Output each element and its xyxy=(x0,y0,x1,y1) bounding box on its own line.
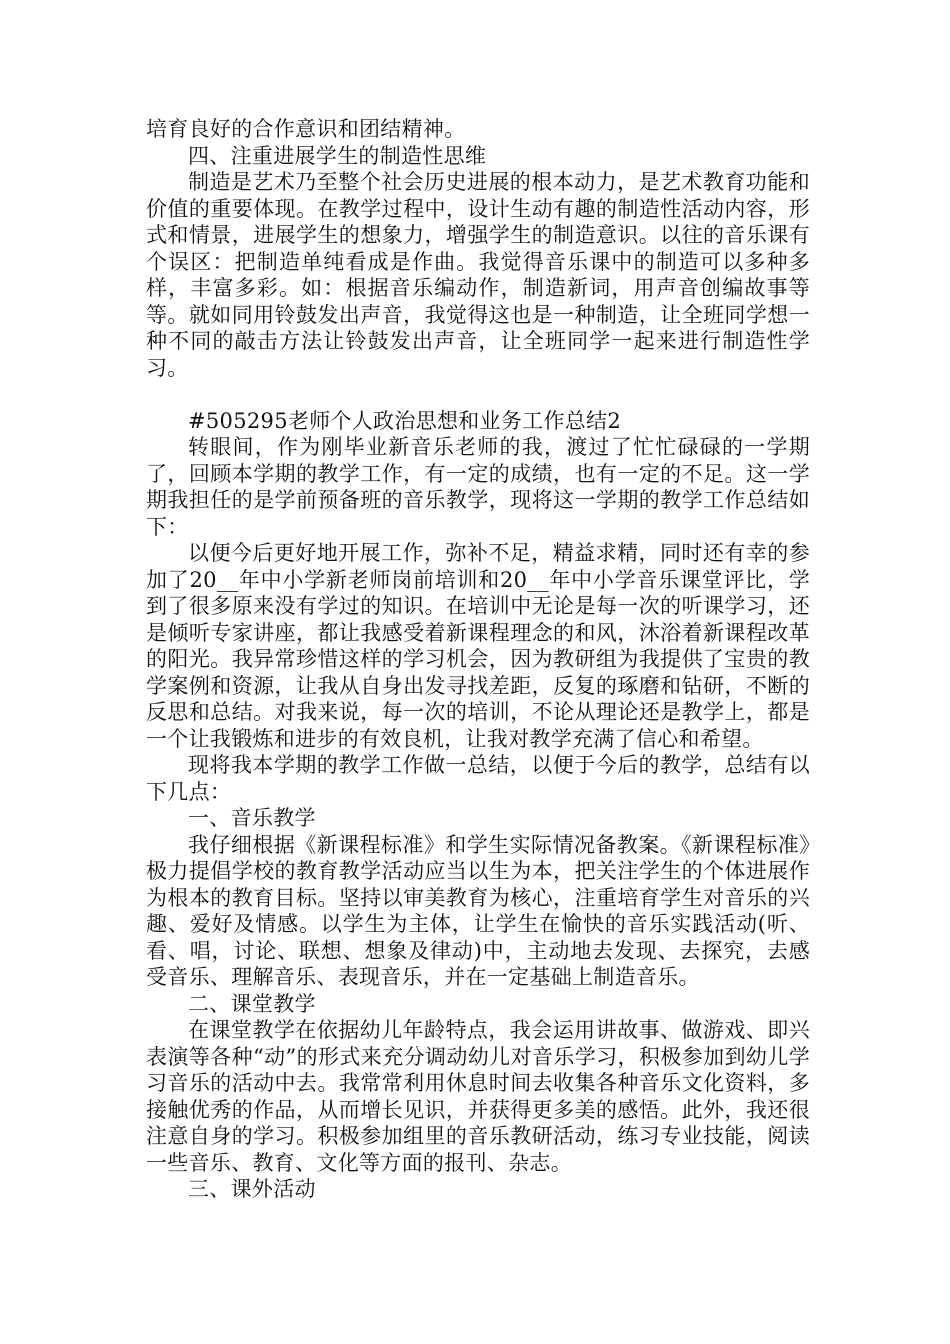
paragraph-music-teaching: 我仔细根据《新课程标准》和学生实际情况备教案。《新课程标准》极力提倡学校的教育教学活动应当以生为本，把关注学生的个体进展作为根本的教育目标。坚持以审美教育为核心，注重培育学生对音乐的兴趣、爱好及情感。以学生为主体，让学生在愉快的音乐实践活动(听、看、唱，讨论、联想、想象及律动)中，主动地去发现、去探究，去感受音乐、理解音乐、表现音乐，并在一定基础上制造音乐。 xyxy=(146,832,810,989)
paragraph-summary-lead: 现将我本学期的教学工作做一总结，以便于今后的教学，总结有以下几点： xyxy=(146,753,810,804)
paragraph-intro: 转眼间，作为刚毕业新音乐老师的我，渡过了忙忙碌碌的一学期了，回顾本学期的教学工作，有一定的成绩，也有一定的不足。这一学期我担任的是学前预备班的音乐教学，现将这一学期的教学工作总结如下： xyxy=(146,435,810,539)
paragraph-classroom: 在课堂教学在依据幼儿年龄特点，我会运用讲故事、做游戏、即兴表演等各种“动”的形式来充分调动幼儿对音乐学习，积极参加到幼儿学习音乐的活动中去。我常常利用休息时间去收集各种音乐文化资料，多接触优秀的作品，从而增长见识，并获得更多美的感悟。此外，我还很注意自身的学习。积极参加组里的音乐教研活动，练习专业技能，阅读一些音乐、教育、文化等方面的报刊、杂志。 xyxy=(146,1018,810,1175)
section-heading-four: 四、注重进展学生的制造性思维 xyxy=(188,143,487,168)
article-title: #505295老师个人政治思想和业务工作总结2 xyxy=(188,408,622,433)
section-heading-classroom: 二、课堂教学 xyxy=(188,991,316,1016)
section-heading-music-teaching: 一、音乐教学 xyxy=(188,806,316,830)
paragraph-training: 以便今后更好地开展工作，弥补不足，精益求精，同时还有幸的参加了20__年中小学新老师岗前培训和20__年中小学音乐课堂评比，学到了很多原来没有学过的知识。在培训中无论是每一次的听课学习，还是倾听专家讲座，都让我感受着新课程理念的和风，沐浴着新课程改革的阳光。我异常珍惜这样的学习机会，因为教研组为我提供了宝贵的教学案例和资源，让我从自身出发寻找差距，反复的琢磨和钻研，不断的反思和总结。对我来说，每一次的培训，不论从理论还是教学上，都是一个让我锻炼和进步的有效良机，让我对教学充满了信心和希望。 xyxy=(146,541,810,751)
document-page xyxy=(146,116,810,1203)
paragraph-closing-line: 培育良好的合作意识和团结精神。 xyxy=(146,117,466,141)
paragraph-creativity: 制造是艺术乃至整个社会历史进展的根本动力，是艺术教育功能和价值的重要体现。在教学过程中，设计生动有趣的制造性活动内容，形式和情景，进展学生的想象力，增强学生的制造意识。以往的音乐课有个误区：把制造单纯看成是作曲。我觉得音乐课中的制造可以多种多样，丰富多彩。如：根据音乐编动作，制造新词，用声音创编故事等等。就如同用铃鼓发出声音，我觉得这也是一种制造，让全班同学想一种不同的敲击方法让铃鼓发出声音，让全班同学一起来进行制造性学习。 xyxy=(146,170,810,380)
section-heading-extracurricular: 三、课外活动 xyxy=(188,1177,316,1201)
